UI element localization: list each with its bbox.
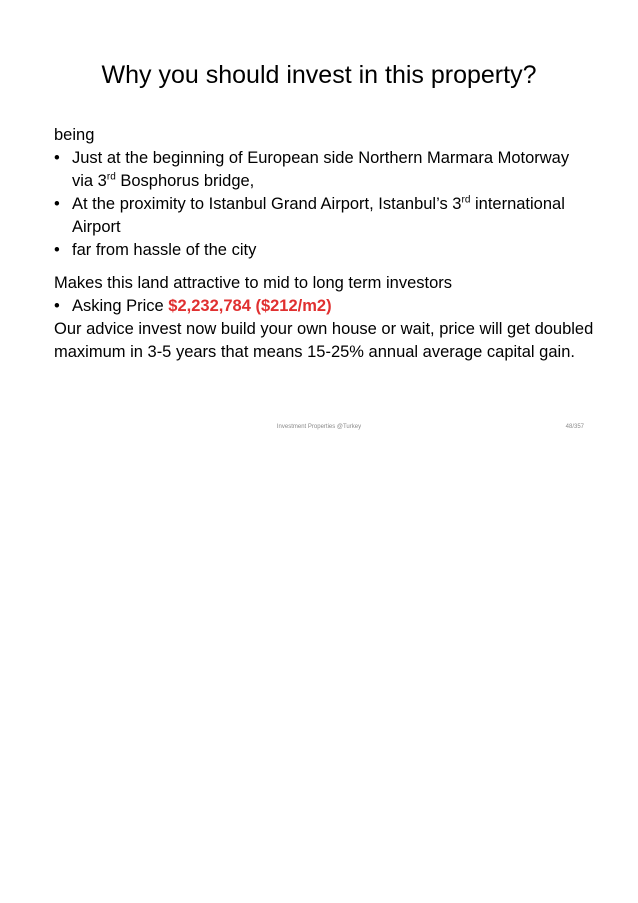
bullet-text: Just at the beginning of European side Northern Marmara Motorway via 3 [72, 149, 570, 190]
slide [0, 0, 638, 450]
advice-text: Our advice invest now build your own house or wait, price will get doubled maximum in 3-5 years that means 15-25% annual average capital gain. [54, 320, 594, 361]
spacer [54, 262, 594, 272]
slide-title: Why you should invest in this property? [101, 61, 537, 89]
bullet-text: At the proximity to Istanbul Grand Airport, Istanbul’s 3 [72, 195, 462, 213]
asking-price-value: $2,232,784 ($212/m2) [168, 297, 332, 315]
bullet-glyph: • [54, 297, 60, 315]
footer-source: Investment Properties @Turkey [276, 424, 362, 430]
bullet-item-airport [54, 193, 594, 239]
intro-text: being [54, 126, 95, 144]
bullet-glyph: • [54, 149, 60, 167]
investor-statement: Makes this land attractive to mid to long term investors [54, 274, 452, 292]
bullet-item-asking-price [54, 295, 594, 318]
bullet-superscript: rd [106, 171, 116, 183]
price-bullet-list [54, 295, 594, 318]
bullet-text-end: Bosphorus bridge, [115, 172, 255, 190]
asking-price-label: Asking Price [72, 297, 169, 315]
slide-body [54, 124, 594, 364]
bullet-text: far from hassle of the city [72, 241, 257, 259]
location-bullet-list [54, 147, 594, 262]
bullet-item-city [54, 239, 594, 262]
bullet-item-motorway [54, 147, 594, 193]
page-number: 48/357 [565, 424, 584, 430]
bullet-text-end: international Airport [72, 195, 565, 236]
bullet-glyph: • [54, 195, 60, 213]
bullet-superscript: rd [461, 194, 471, 206]
bullet-glyph: • [54, 241, 60, 259]
